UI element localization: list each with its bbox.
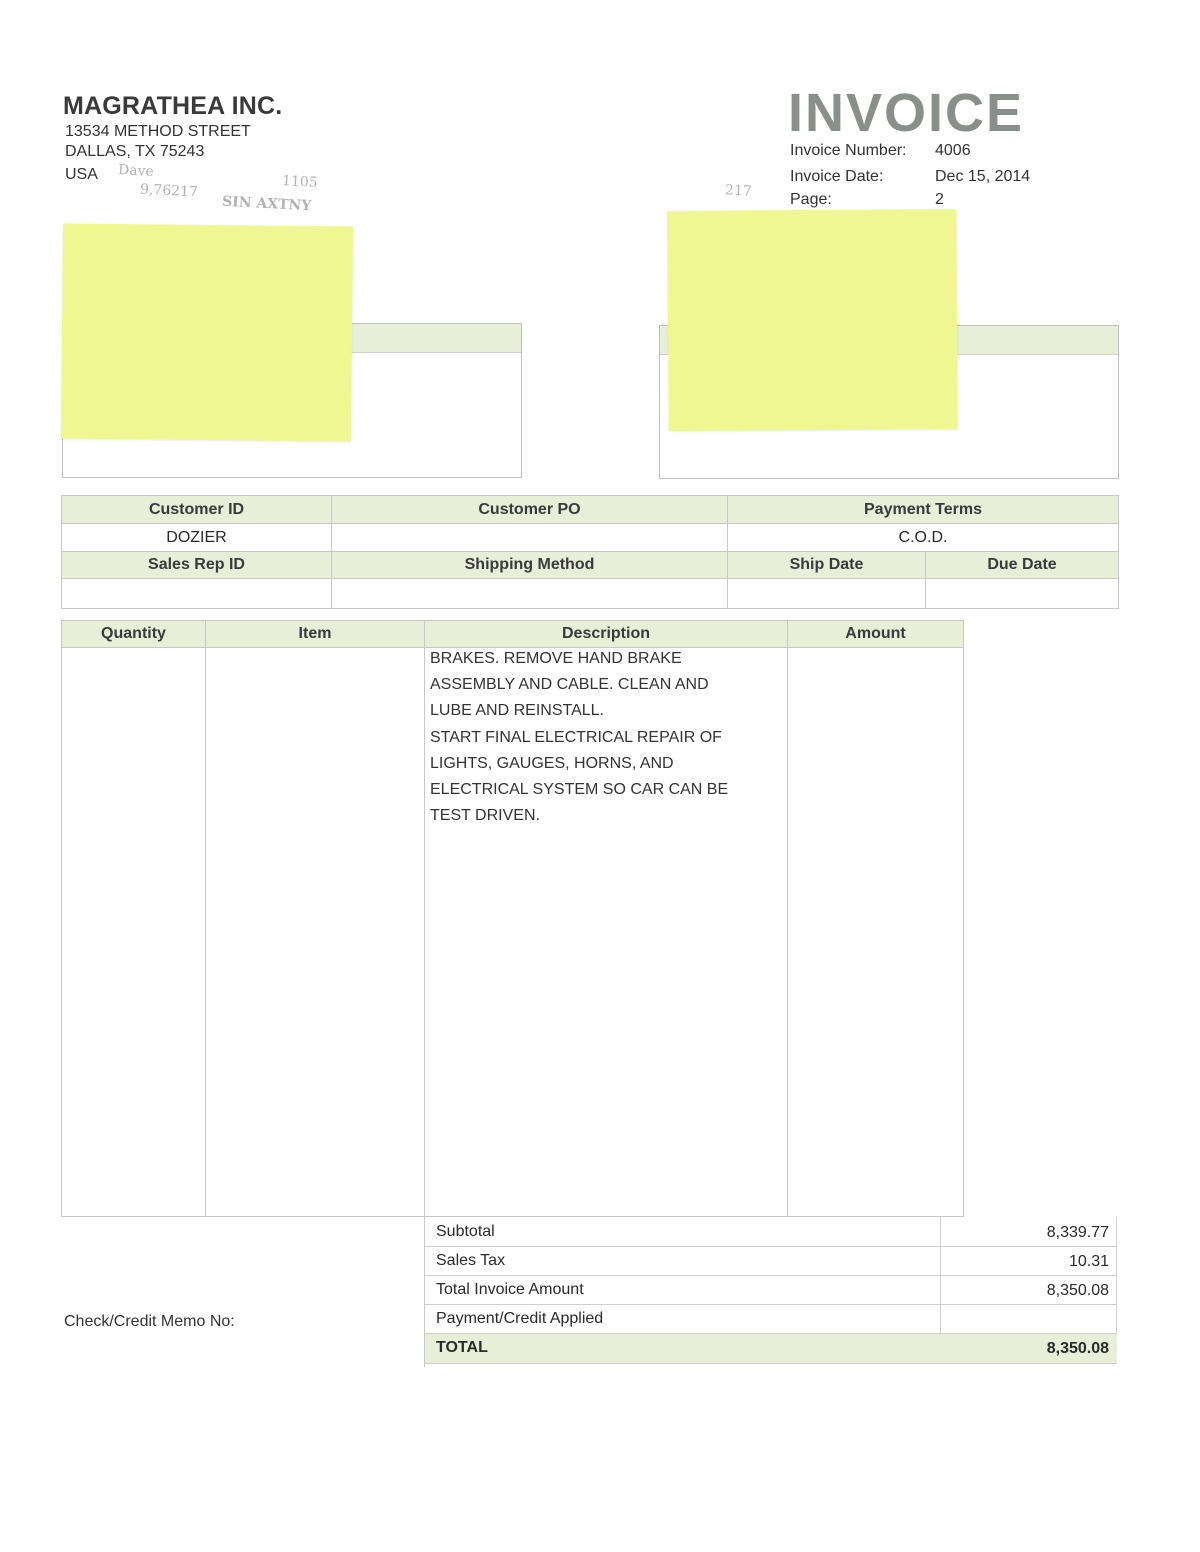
due-date-header: Due Date — [926, 552, 1118, 579]
page-number: 2 — [935, 191, 944, 208]
total-value: 8,350.08 — [1046, 1340, 1109, 1357]
total-invoice-value: 8,350.08 — [1046, 1282, 1109, 1299]
payment-terms-value: C.O.D. — [728, 524, 1118, 552]
description-line: LUBE AND REINSTALL. — [430, 702, 604, 720]
sales-rep-header: Sales Rep ID — [62, 552, 332, 579]
customer-id-header: Customer ID — [62, 496, 332, 524]
payment-terms-header: Payment Terms — [728, 496, 1118, 524]
handwritten-note: SIN AXTNY — [221, 193, 312, 215]
item-header: Item — [206, 620, 425, 648]
invoice-title: INVOICE — [788, 83, 1025, 143]
sales-rep-value — [62, 579, 332, 608]
customer-po-value — [332, 524, 728, 552]
description-line: TEST DRIVEN. — [430, 807, 540, 825]
page-label: Page: — [790, 191, 832, 208]
invoice-number-label: Invoice Number: — [790, 142, 907, 159]
total-invoice-label: Total Invoice Amount — [436, 1281, 584, 1298]
sticky-note — [61, 223, 353, 441]
company-street: 13534 METHOD STREET — [65, 123, 251, 140]
handwritten-note: 9,76217 — [139, 181, 199, 201]
shipping-method-value — [332, 579, 728, 608]
ship-date-value — [728, 579, 926, 608]
description-line: ELECTRICAL SYSTEM SO CAR CAN BE — [430, 781, 729, 799]
item-description — [430, 646, 780, 829]
invoice-date: Dec 15, 2014 — [935, 168, 1031, 185]
shipping-method-header: Shipping Method — [332, 552, 728, 579]
description-line: LIGHTS, GAUGES, HORNS, AND — [430, 754, 674, 772]
due-date-value — [926, 579, 1118, 608]
total-invoice-row — [425, 1276, 1117, 1305]
subtotal-label: Subtotal — [436, 1223, 495, 1240]
payment-label: Payment/Credit Applied — [436, 1310, 604, 1327]
ship-date-header: Ship Date — [728, 552, 926, 579]
description-line: ASSEMBLY AND CABLE. CLEAN AND — [430, 676, 709, 694]
sales-tax-value: 10.31 — [1068, 1253, 1109, 1270]
column-divider — [787, 648, 788, 1216]
description-line: BRAKES. REMOVE HAND BRAKE — [430, 650, 682, 667]
company-city: DALLAS, TX 75243 — [65, 143, 205, 160]
table-border — [61, 648, 62, 1216]
total-label: TOTAL — [436, 1339, 488, 1356]
column-divider — [205, 648, 206, 1216]
info-grid — [61, 495, 1119, 609]
subtotal-row — [425, 1218, 1117, 1247]
handwritten-note: 217 — [724, 182, 753, 200]
payment-row — [425, 1305, 1117, 1334]
handwritten-note: Dave — [117, 162, 155, 180]
company-country: USA — [65, 166, 98, 183]
customer-po-header: Customer PO — [332, 496, 728, 524]
amount-header: Amount — [788, 620, 964, 648]
total-row — [425, 1334, 1117, 1364]
quantity-header: Quantity — [61, 620, 206, 648]
invoice-number: 4006 — [935, 142, 971, 159]
memo-label: Check/Credit Memo No: — [64, 1313, 235, 1330]
invoice-date-label: Invoice Date: — [790, 168, 884, 185]
handwritten-note: 1105 — [281, 173, 319, 191]
table-bottom-border — [61, 1216, 964, 1217]
sales-tax-label: Sales Tax — [436, 1252, 506, 1269]
column-divider — [963, 648, 964, 1216]
subtotal-value: 8,339.77 — [1046, 1224, 1109, 1241]
description-header: Description — [425, 620, 788, 648]
company-name: MAGRATHEA INC. — [63, 92, 283, 120]
customer-id-value: DOZIER — [62, 524, 332, 552]
description-line: START FINAL ELECTRICAL REPAIR OF — [430, 728, 722, 746]
sticky-note — [667, 209, 958, 431]
sales-tax-row — [425, 1247, 1117, 1276]
